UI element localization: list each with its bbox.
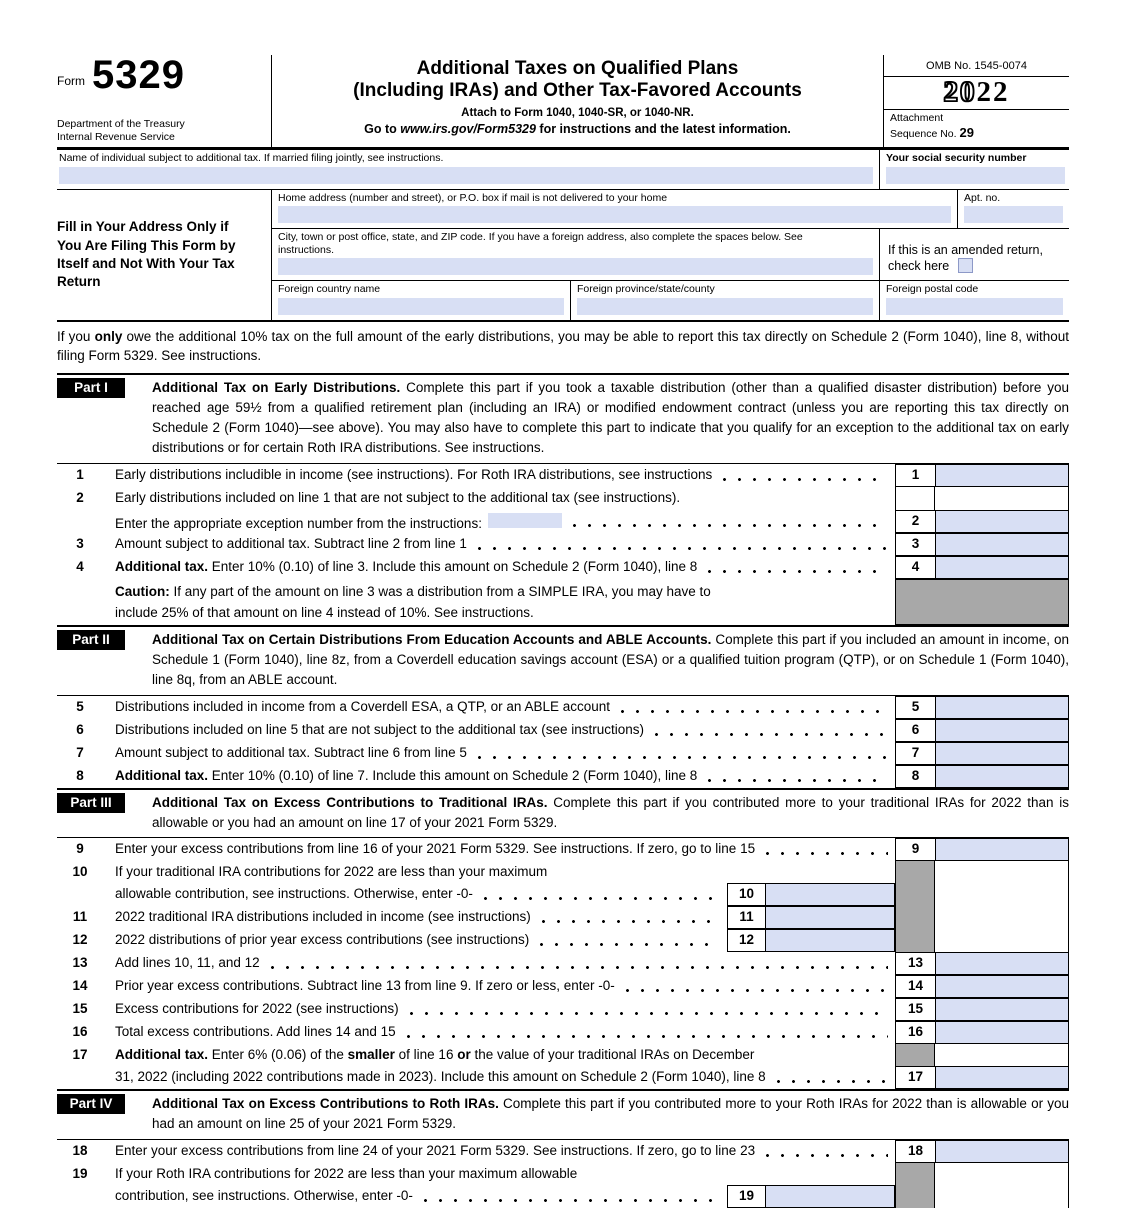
dot-leader [404, 1011, 888, 1016]
dot-leader [534, 942, 720, 947]
irs-url: www.irs.gov/Form5329 [400, 121, 536, 136]
line-13-row [57, 952, 1069, 975]
address-sidebar-note: Fill in Your Address Only if You Are Filing This Form by Itself and Not With Your Tax Return [57, 190, 272, 320]
line-2-box-number: 2 [895, 510, 935, 533]
city-input[interactable] [278, 258, 873, 275]
dot-leader [702, 569, 888, 574]
line-15-row [57, 998, 1069, 1021]
line-17-amount-input[interactable] [935, 1066, 1069, 1089]
amended-return-cell [879, 229, 1069, 280]
agency-block [57, 118, 265, 144]
line-15-number: 15 [72, 1001, 88, 1017]
line-2-number-spacer [57, 510, 103, 533]
line-5-amount-input[interactable] [935, 696, 1069, 719]
line-8-bold: Additional tax. [115, 767, 209, 783]
omb-year-block [883, 55, 1069, 147]
line-2-text-a: Early distributions included on line 1 that are not subject to the additional tax (see instructions). [115, 489, 681, 505]
foreign-address-row [272, 281, 1069, 320]
line-13-amount-input[interactable] [935, 952, 1069, 975]
line-11-amount-input[interactable] [765, 906, 895, 929]
line-8-text [115, 768, 697, 783]
line-17-smaller: smaller [347, 1047, 395, 1063]
part-4-description: Complete this part if you contributed more to your Roth IRAs for 2022 than is allowable or you had an amount on line 25 of your 2021 Form 5329. [152, 1096, 1070, 1132]
line-17-seg1: Enter 6% (0.06) of the [211, 1047, 348, 1063]
line-17-number: 17 [72, 1047, 88, 1063]
line-15-text: Excess contributions for 2022 (see instructions) [115, 1001, 399, 1017]
line-1-text: Early distributions includible in income (see instructions). For Roth IRA distributions, see instructions [115, 466, 713, 482]
line-17-text-a [115, 1047, 754, 1062]
line-19-row-a [57, 1163, 1069, 1185]
line-14-row [57, 975, 1069, 998]
line-17-number-spacer [57, 1066, 103, 1089]
foreign-country-input[interactable] [278, 298, 564, 315]
apt-input[interactable] [964, 206, 1063, 223]
attach-instruction: Attach to Form 1040, 1040-SR, or 1040-NR. [461, 106, 694, 119]
dot-leader [649, 732, 888, 737]
name-cell [57, 150, 879, 189]
line-6-text: Distributions included on line 5 that are not subject to the additional tax (see instructions) [115, 721, 645, 737]
line-7-text: Amount subject to additional tax. Subtract line 6 from line 5 [115, 744, 467, 760]
line-9-number: 9 [76, 841, 84, 857]
shaded-number-cell [895, 929, 935, 952]
part-2-title: Additional Tax on Certain Distributions From Education Accounts and ABLE Accounts. [152, 631, 712, 647]
line-10-text-b: allowable contribution, see instructions. Otherwise, enter -0- [115, 886, 473, 902]
intro-pre: If you [57, 328, 95, 344]
empty-amount-cell [935, 1044, 1069, 1066]
line-14-box-number: 14 [895, 975, 935, 998]
address-fields [272, 190, 1069, 320]
shaded-number-cell [895, 906, 935, 929]
line-2-text-b: Enter the appropriate exception number from the instructions: [115, 515, 482, 531]
address-section [57, 190, 1069, 322]
amended-return-label: If this is an amended return, check here [888, 243, 1043, 274]
line-2-row-b [57, 510, 1069, 533]
line-18-text: Enter your excess contributions from line 24 of your 2021 Form 5329. See instructions. If zero, go to line 23 [115, 1143, 756, 1159]
line-1-box-number: 1 [895, 464, 935, 487]
line-4-text [115, 559, 697, 574]
part-1-header [57, 373, 1069, 463]
apt-label: Apt. no. [964, 191, 1001, 204]
foreign-country-label: Foreign country name [278, 283, 381, 296]
line-4-box-number: 4 [895, 556, 935, 579]
line-11-text: 2022 traditional IRA distributions included in income (see instructions) [115, 909, 531, 925]
shaded-number-cell [895, 861, 935, 883]
part-1-description: Complete this part if you took a taxable distribution (other than a qualified disaster distribution) before you reached age 59½ from a qualified retirement plan (including an IRA) or modified endowment contract (unless you are reporting this tax directly on Schedule 2 (Form 1040)—see above). You may also have to complete this part to indicate that you qualify for an exception to the additional tax on early distributions or for certain Roth IRA distributions. See instructions. [152, 379, 1069, 455]
foreign-province-cell [570, 281, 879, 320]
intro-only: only [94, 328, 123, 344]
form-title-block [272, 55, 883, 147]
caution-row [57, 579, 1069, 625]
shaded-number-cell [895, 1163, 935, 1185]
line-19-text-a: If your Roth IRA contributions for 2022 are less than your maximum allowable [115, 1166, 578, 1182]
dot-leader [760, 851, 888, 856]
form-number: 5329 [92, 53, 185, 97]
empty-amount-cell [935, 1185, 1069, 1208]
line-12-row [57, 929, 1069, 952]
line-9-row [57, 838, 1069, 861]
foreign-province-label: Foreign province/state/county [577, 283, 715, 296]
goto-text-post: for instructions and the latest information. [535, 121, 791, 136]
intro-paragraph [57, 322, 1069, 373]
line-15-box-number: 15 [895, 998, 935, 1021]
line-19-number: 19 [72, 1166, 88, 1182]
name-label: Name of individual subject to additional tax. If married filing jointly, see instructions. [59, 152, 444, 164]
dot-leader [615, 709, 888, 714]
line-7-box-number: 7 [895, 742, 935, 765]
dot-leader [472, 546, 888, 551]
home-address-row [272, 190, 1069, 230]
line-12-text: 2022 distributions of prior year excess contributions (see instructions) [115, 932, 530, 948]
attachment-label: Attachment [890, 112, 944, 124]
line-10-number-spacer [57, 883, 103, 906]
line-16-amount-input[interactable] [935, 1021, 1069, 1044]
line-14-number: 14 [72, 978, 88, 994]
intro-post: owe the additional 10% tax on the full amount of the early distributions, you may be able to report this tax directly on Schedule 2 (Form 1040), line 8, without filing Form 5329. See instructions. [57, 328, 1069, 363]
part-3-lines [57, 837, 1069, 1089]
caution-number-spacer [57, 579, 103, 625]
line-3-box-number: 3 [895, 533, 935, 556]
goto-text-pre: Go to [364, 121, 401, 136]
line-3-text: Amount subject to additional tax. Subtract line 2 from line 1 [115, 535, 467, 551]
line-10-amount-input[interactable] [765, 883, 895, 906]
line-17-seg2: of line 16 [394, 1047, 458, 1063]
line-12-number: 12 [72, 932, 88, 948]
sequence-line [890, 125, 1063, 141]
line-6-amount-input[interactable] [935, 719, 1069, 742]
line-1-number: 1 [76, 466, 84, 482]
line-5-row [57, 696, 1069, 719]
part-3-text [152, 793, 1069, 833]
line-11-number: 11 [72, 909, 88, 925]
line-8-number: 8 [76, 767, 84, 783]
line-16-row [57, 1021, 1069, 1044]
sequence-number: 29 [959, 125, 974, 141]
ssn-input[interactable] [886, 167, 1065, 184]
line-2-amount-input[interactable] [935, 510, 1069, 533]
line-4-row [57, 556, 1069, 579]
part-4-title: Additional Tax on Excess Contributions to Roth IRAs. [152, 1096, 499, 1112]
line-10-text-a: If your traditional IRA contributions for 2022 are less than your maximum [115, 864, 548, 880]
dot-leader [702, 778, 888, 783]
part-2-description: Complete this part if you included an amount in income, on Schedule 1 (Form 1040), line 8z, from a Coverdell education savings account (ESA) or a qualified tuition program (QTP), or on Schedule 1 (Form 1040), line 8q, from an ABLE account. [152, 631, 1070, 687]
line-14-text: Prior year excess contributions. Subtract line 13 from line 9. If zero or less, enter -0- [115, 978, 615, 994]
part-4-text [152, 1094, 1069, 1134]
line-13-number: 13 [72, 955, 88, 971]
tax-year-solid-part: 22 [976, 76, 1010, 108]
part-3-badge: Part III [57, 793, 125, 813]
part-1-text [152, 378, 1069, 458]
omb-number: OMB No. 1545-0074 [884, 55, 1069, 77]
line-19-amount-input[interactable] [765, 1185, 895, 1208]
line-6-row [57, 719, 1069, 742]
line-4-bold: Additional tax. [115, 558, 209, 574]
caution-text-a: If any part of the amount on line 3 was a distribution from a SIMPLE IRA, you may have to [173, 583, 711, 599]
dot-leader [478, 896, 720, 901]
line-10-row-b [57, 883, 1069, 906]
line-6-number: 6 [76, 721, 84, 737]
form-number-line [57, 53, 265, 97]
line-9-amount-input[interactable] [935, 838, 1069, 861]
line-5-text: Distributions included in income from a Coverdell ESA, a QTP, or an ABLE account [115, 698, 610, 714]
line-7-number: 7 [76, 744, 84, 760]
line-9-box-number: 9 [895, 838, 935, 861]
dot-leader [536, 919, 720, 924]
goto-instruction [282, 122, 873, 136]
line-12-box-number: 12 [727, 929, 765, 952]
name-input[interactable] [59, 167, 873, 184]
line-19-number-spacer [57, 1185, 103, 1208]
line-18-number: 18 [72, 1143, 88, 1159]
caution-text [103, 579, 895, 625]
tax-year [884, 77, 1069, 110]
line-5-box-number: 5 [895, 696, 935, 719]
line-17-box-number: 17 [895, 1066, 935, 1089]
dot-leader [472, 755, 888, 760]
line-16-number: 16 [72, 1024, 88, 1040]
line-13-text: Add lines 10, 11, and 12 [115, 955, 260, 971]
line-7-amount-input[interactable] [935, 742, 1069, 765]
dot-leader [418, 1198, 720, 1203]
ssn-cell [879, 150, 1069, 189]
part-2-header [57, 625, 1069, 695]
line-2-number: 2 [76, 489, 84, 505]
shaded-number-cell [895, 1185, 935, 1208]
line-2-row-a [57, 487, 1069, 510]
dot-leader [567, 523, 888, 528]
amended-return-checkbox[interactable] [958, 258, 973, 273]
empty-amount-cell [935, 883, 1069, 906]
line-6-box-number: 6 [895, 719, 935, 742]
line-4-number: 4 [76, 558, 84, 574]
line-17-row-b [57, 1066, 1069, 1089]
dot-leader [717, 477, 888, 482]
line-19-box-number: 19 [727, 1185, 765, 1208]
line-8-rest: Enter 10% (0.10) of line 7. Include this amount on Schedule 2 (Form 1040), line 8 [211, 767, 698, 783]
line-9-text: Enter your excess contributions from line 16 of your 2021 Form 5329. See instructions. If zero, go to line 15 [115, 841, 756, 857]
part-3-description: Complete this part if you contributed more to your traditional IRAs for 2022 than is allowable or you had an amount on line 17 of your 2021 Form 5329. [152, 794, 1069, 830]
home-address-cell [272, 190, 957, 229]
part-1-badge: Part I [57, 378, 125, 398]
line-3-amount-input[interactable] [935, 533, 1069, 556]
city-label: City, town or post office, state, and ZIP code. If you have a foreign address, also complete the spaces below. See instructions. [278, 231, 803, 256]
form-title-line-2: (Including IRAs) and Other Tax-Favored Accounts [353, 80, 802, 102]
empty-amount-cell [935, 1163, 1069, 1185]
part-3-title: Additional Tax on Excess Contributions to Traditional IRAs. [152, 794, 548, 810]
line-8-row [57, 765, 1069, 788]
line-17-seg3: the value of your traditional IRAs on December [470, 1047, 755, 1063]
city-cell [272, 229, 879, 280]
name-ssn-row [57, 150, 1069, 190]
part-4-lines [57, 1139, 1069, 1208]
line-17-row-a [57, 1044, 1069, 1066]
line-16-text: Total excess contributions. Add lines 14 and 15 [115, 1024, 396, 1040]
home-address-label: Home address (number and street), or P.O. box if mail is not delivered to your home [278, 191, 668, 204]
line-3-row [57, 533, 1069, 556]
line-18-amount-input[interactable] [935, 1140, 1069, 1163]
dot-leader [620, 988, 888, 993]
line-19-row-b [57, 1185, 1069, 1208]
line-5-number: 5 [76, 698, 84, 714]
foreign-country-cell [272, 281, 570, 320]
shaded-number-cell [895, 1044, 935, 1066]
foreign-postal-input[interactable] [886, 298, 1063, 315]
part-2-lines [57, 695, 1069, 788]
dot-leader [265, 965, 888, 970]
caution-bold: Caution: [115, 583, 170, 599]
line-8-amount-input[interactable] [935, 765, 1069, 788]
form-title-line-1: Additional Taxes on Qualified Plans [416, 58, 739, 79]
dot-leader [760, 1153, 888, 1158]
line-1-amount-input[interactable] [935, 464, 1069, 487]
line-17-text-b: 31, 2022 (including 2022 contributions made in 2023). Include this amount on Schedule 2 (Form 1040), line 8 [115, 1069, 766, 1085]
line-1-row [57, 464, 1069, 487]
inner-column-spacer [727, 861, 895, 883]
form-number-block [57, 55, 272, 147]
city-row [272, 229, 1069, 281]
line-15-amount-input[interactable] [935, 998, 1069, 1021]
line-10-box-number: 10 [727, 883, 765, 906]
line-7-row [57, 742, 1069, 765]
part-4-badge: Part IV [57, 1094, 125, 1114]
line-19-text-b: contribution, see instructions. Otherwise, enter -0- [115, 1188, 413, 1204]
dot-leader [401, 1034, 888, 1039]
foreign-province-input[interactable] [577, 298, 873, 315]
line-11-box-number: 11 [727, 906, 765, 929]
part-1-lines [57, 463, 1069, 625]
empty-number-cell [895, 487, 935, 510]
form-title [282, 58, 873, 103]
dot-leader [771, 1079, 888, 1084]
tax-year-outline-part: 20 [943, 76, 977, 108]
empty-amount-cell [935, 906, 1069, 929]
form-word-label: Form [57, 74, 85, 88]
foreign-postal-label: Foreign postal code [886, 283, 979, 296]
line-18-box-number: 18 [895, 1140, 935, 1163]
line-8-box-number: 8 [895, 765, 935, 788]
part-3-header [57, 788, 1069, 838]
line-18-row [57, 1140, 1069, 1163]
line-10-number: 10 [72, 864, 88, 880]
line-17-or: or [457, 1047, 471, 1063]
apt-cell [957, 190, 1069, 229]
attachment-sequence-block [884, 110, 1069, 143]
line-16-box-number: 16 [895, 1021, 935, 1044]
line-14-amount-input[interactable] [935, 975, 1069, 998]
form-header [57, 55, 1069, 150]
part-4-header [57, 1089, 1069, 1139]
part-1-title: Additional Tax on Early Distributions. [152, 379, 401, 395]
line-4-amount-input[interactable] [935, 556, 1069, 579]
ssn-label: Your social security number [886, 152, 1027, 164]
agency-line-2: Internal Revenue Service [57, 130, 175, 143]
shaded-no-entry-area [895, 579, 1069, 625]
line-11-row [57, 906, 1069, 929]
empty-amount-cell [935, 929, 1069, 952]
line-13-box-number: 13 [895, 952, 935, 975]
shaded-number-cell [895, 883, 935, 906]
part-2-text [152, 630, 1069, 690]
empty-amount-cell [935, 861, 1069, 883]
caution-text-b: include 25% of that amount on line 4 instead of 10%. See instructions. [115, 604, 534, 620]
line-3-number: 3 [76, 535, 84, 551]
sequence-label: Sequence No. [890, 128, 957, 141]
line-12-amount-input[interactable] [765, 929, 895, 952]
line-10-row-a [57, 861, 1069, 883]
foreign-postal-cell [879, 281, 1069, 320]
part-2-badge: Part II [57, 630, 125, 650]
empty-amount-cell [935, 487, 1069, 510]
line-4-rest: Enter 10% (0.10) of line 3. Include this amount on Schedule 2 (Form 1040), line 8 [211, 558, 698, 574]
exception-number-input[interactable] [488, 513, 562, 528]
line-17-bold: Additional tax. [115, 1047, 209, 1063]
inner-column-spacer [727, 1163, 895, 1185]
home-address-input[interactable] [278, 206, 951, 223]
agency-line-1: Department of the Treasury [57, 117, 185, 130]
